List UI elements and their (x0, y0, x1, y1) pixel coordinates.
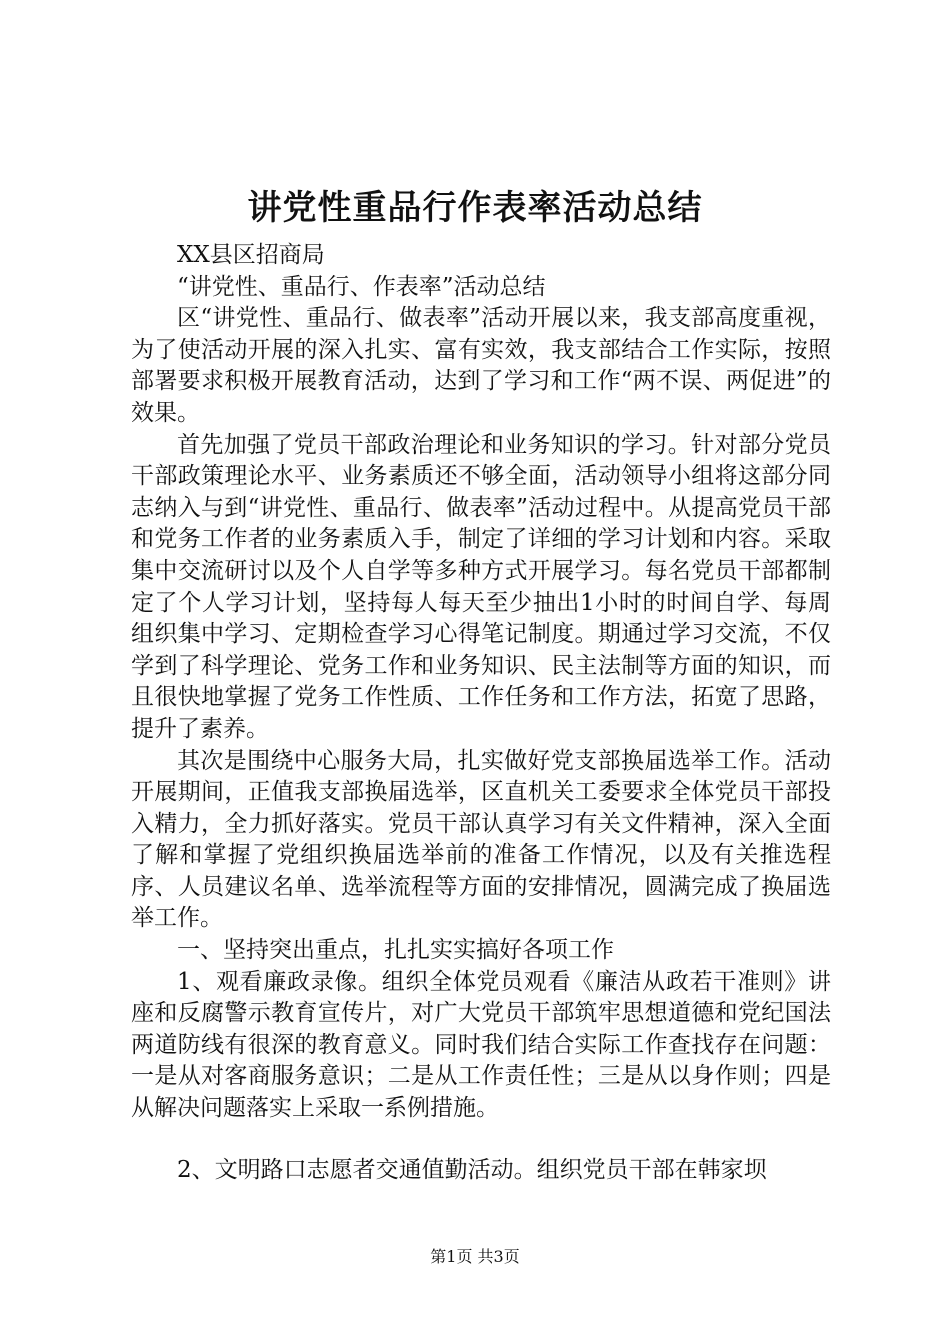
section-heading-1: 一、坚持突出重点，扎扎实实搞好各项工作 (177, 937, 614, 964)
document-title: 讲党性重品行作表率活动总结 (247, 188, 703, 228)
org-name-line: XX县区招商局 (177, 242, 325, 268)
body-paragraph-intro: 区“讲党性、重品行、做表率”活动开展以来，我支部高度重视，为了使活动开展的深入扎实、富有实效，我支部结合工作实际，按照部署要求积极开展教育活动，达到了学习和工作“两不误、两促进”的效果。 (131, 305, 831, 426)
body-paragraph-election: 其次是围绕中心服务大局，扎实做好党支部换届选举工作。活动开展期间，正值我支部换届选举，区直机关工委要求全体党员干部投入精力，全力抓好落实。党员干部认真学习有关文件精神，深入全面了解和掌握了党组织换届选举前的准备工作情况，以及有关推选程序、人员建议名单、选举流程等方面的安排情况，圆满完成了换届选举工作。 (131, 747, 831, 932)
document-body (131, 240, 831, 1186)
body-paragraph-item-1: 1、观看廉政录像。组织全体党员观看《廉洁从政若干准则》讲座和反腐警示教育宣传片，对广大党员干部筑牢思想道德和党纪国法两道防线有很深的教育意义。同时我们结合实际工作查找存在问题：一是从对客商服务意识；二是从工作责任性；三是从以身作则；四是从解决问题落实上采取一系例措施。 (131, 968, 831, 1122)
subtitle-line: “讲党性、重品行、作表率”活动总结 (177, 273, 546, 300)
body-paragraph-item-2: 2、文明路口志愿者交通值勤活动。组织党员干部在韩家坝 (177, 1156, 767, 1183)
body-paragraph-study: 首先加强了党员干部政治理论和业务知识的学习。针对部分党员干部政策理论水平、业务素质还不够全面，活动领导小组将这部分同志纳入与到“讲党性、重品行、做表率”活动过程中。从提高党员干部和党务工作者的业务素质入手，制定了详细的学习计划和内容。采取集中交流研讨以及个人自学等多种方式开展学习。每名党员干部都制定了个人学习计划，坚持每人每天至少抽出1小时的时间自学、每周组织集中学习、定期检查学习心得笔记制度。期通过学习交流，不仅学到了科学理论、党务工作和业务知识、民主法制等方面的知识，而且很快地掌握了党务工作性质、工作任务和工作方法，拓宽了思路，提升了素养。 (131, 431, 831, 742)
page-number-footer: 第1页 共3页 (430, 1247, 520, 1266)
